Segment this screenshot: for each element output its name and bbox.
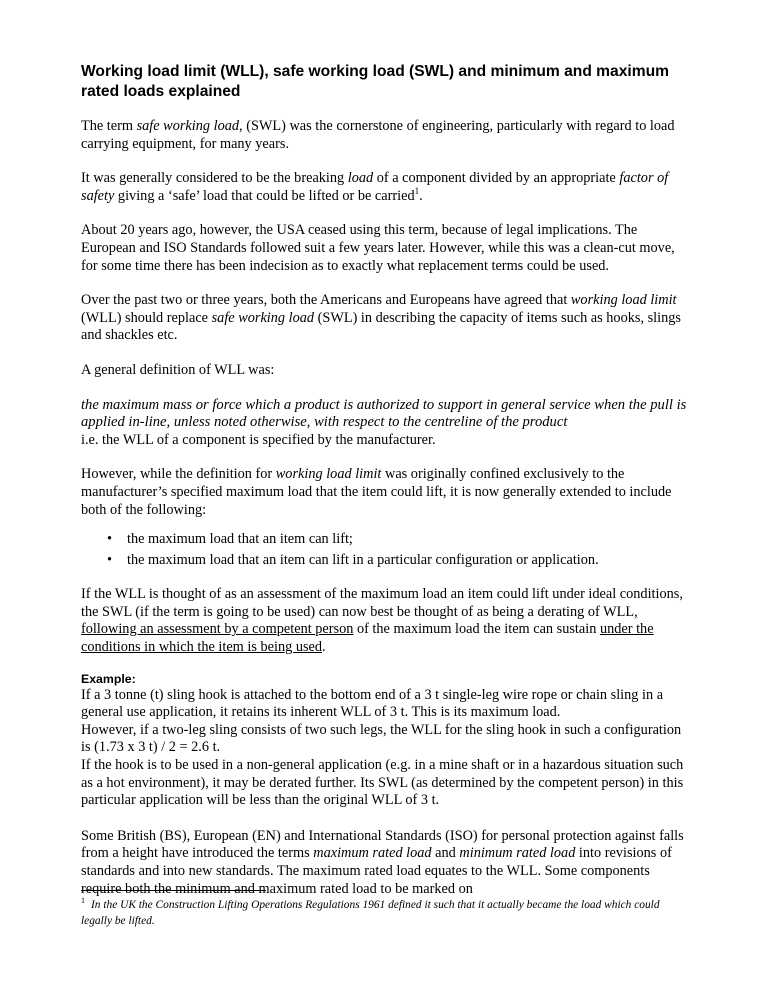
text: If the WLL is thought of as an assessment of the maximum load an item could lift under ideal conditions, the SWL (if the term is going to be used) can now best be thought of as being a derating of WLL <box>81 586 683 620</box>
text: (SWL) in describing the capacity of items such as hooks, slings and shackles etc. <box>81 309 681 344</box>
text: However, while the definition for <box>81 466 276 483</box>
paragraph-definition-swl <box>81 170 687 205</box>
text: of the maximum load the item can sustain <box>353 621 600 638</box>
text: of a component divided by an appropriate <box>373 170 620 187</box>
italic-term: maximum rated load <box>313 845 432 862</box>
italic-term: minimum rated load <box>459 845 576 862</box>
paragraph-rated-loads <box>81 828 687 898</box>
example-line: However, if a two-leg sling consists of two such legs, the WLL for the sling hook in such a configuration is (1.73 x 3 t) / 2 = 2.6 t. <box>81 721 682 756</box>
footnote-separator <box>81 890 266 891</box>
text: . <box>322 639 326 656</box>
footnote-text: In the UK the Construction Lifting Operations Regulations 1961 defined it such that it actually became the load which could legally be lifted. <box>81 899 660 927</box>
paragraph-history: About 20 years ago, however, the USA ceased using this term, because of legal implications. The European and ISO Standards followed suit a few years later. However, while this was a clean-cut move, for some time there has been indecision as to exactly what replacement terms could be used. <box>81 222 675 274</box>
paragraph-ie: i.e. the WLL of a component is specified by the manufacturer. <box>81 431 436 448</box>
paragraph-swl-intro <box>81 118 687 153</box>
list-item: • the maximum load that an item can lift in a particular configuration or application. <box>127 552 687 570</box>
paragraph-extension <box>81 466 687 519</box>
paragraph-swl-derating <box>81 586 687 656</box>
underlined-text: , following an assessment by a competent person <box>81 603 638 638</box>
bullet-list <box>81 531 687 569</box>
example-heading: Example: <box>81 671 136 686</box>
example-line: If a 3 tonne (t) sling hook is attached to the bottom end of a 3 t single-leg wire rope or chain sling in a general use application, it retains its inherent WLL of 3 t. This is its maximum load. <box>81 686 664 721</box>
document-body <box>81 62 687 915</box>
example-line: If the hook is to be used in a non-general application (e.g. in a mine shaft or in a hazardous situation such as a hot environment), it may be derated further. Its SWL (as determined by the competent person) in this particular application will be less than the original WLL of 3 t. <box>81 757 684 809</box>
italic-term: working load limit <box>275 466 382 483</box>
text: was originally confined exclusively to the manufacturer’s specified maximum load that the item could lift, it is now generally extended to include both of the following: <box>81 466 672 518</box>
example-block <box>81 687 687 810</box>
text: giving a ‘safe’ load that could be lifted or be carried <box>114 187 415 204</box>
italic-term: working load limit <box>570 292 677 309</box>
italic-term: load <box>347 170 374 187</box>
text: (WLL) should replace <box>81 309 212 326</box>
text: Some British (BS), European (EN) and International Standards (ISO) for personal protection against falls from a height have introduced the terms <box>81 827 684 862</box>
paragraph-wll-adoption <box>81 292 687 345</box>
footnote-number: 1 <box>81 896 85 906</box>
text: . <box>419 187 423 204</box>
text: Over the past two or three years, both the Americans and Europeans have agreed that <box>81 292 571 309</box>
footnote-ref[interactable]: 1 <box>414 186 420 197</box>
footnote <box>81 897 687 929</box>
text: and <box>431 845 460 862</box>
list-item: • the maximum load that an item can lift; <box>127 531 687 549</box>
text: into revisions of standards and into new standards. The maximum rated load equates to the WLL. Some components require both the minimum and maximum rated load to be marked on <box>81 845 672 897</box>
underlined-text: under the conditions in which the item is being used <box>81 621 654 656</box>
paragraph-definition-intro: A general definition of WLL was: <box>81 361 275 378</box>
italic-term: safe working load <box>136 118 240 134</box>
text: The term <box>81 118 137 134</box>
wll-definition: the maximum mass or force which a product is authorized to support in general service when the pull is applied in-line, unless noted otherwise, with respect to the centreline of the product <box>81 396 687 431</box>
text: , (SWL) was the cornerstone of engineering, particularly with regard to load carrying equipment, for many years. <box>81 118 675 152</box>
text: It was generally considered to be the breaking <box>81 170 348 187</box>
italic-term: factor of safety <box>81 170 669 204</box>
italic-term: safe working load <box>211 309 315 326</box>
document-title: Working load limit (WLL), safe working load (SWL) and minimum and maximum rated loads explained <box>81 63 669 100</box>
